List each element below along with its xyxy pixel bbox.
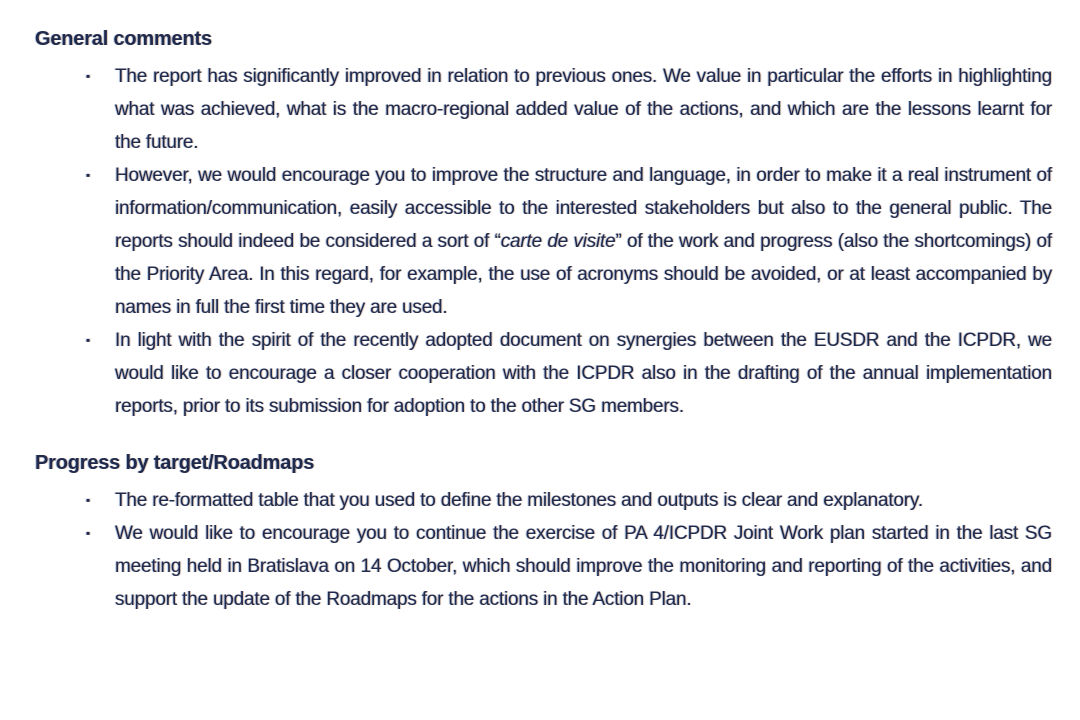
section-general-comments [35,26,1052,423]
bullet-marker-icon: ▪ [86,493,91,507]
bullet-text: ” of the work and progress (also the shortcomings) of the Priority Area. In this regard, for example, the use of acronyms should be avoided, or at least accompanied by names in full the first time they are used. [115,231,1052,318]
bullet-text: The re-formatted table that you used to define the milestones and outputs is clear and explanatory. [115,490,923,511]
bullet-marker-icon: ▪ [86,69,91,83]
bullet-text: In light with the spirit of the recently adopted document on synergies between the EUSDR and the ICPDR, we would like to encourage a closer cooperation with the ICPDR also in the drafting of the annual implementation reports, prior to its submission for adoption to the other SG members. [115,330,1052,417]
bullet-list [35,60,1052,423]
bullet-text: We would like to encourage you to continue the exercise of PA 4/ICPDR Joint Work plan started in the last SG meeting held in Bratislava on 14 October, which should improve the monitoring and reporting of the activities, and support the update of the Roadmaps for the actions in the Action Plan. [115,523,1052,610]
bullet-marker-icon: ▪ [86,168,91,182]
bullet-marker-icon: ▪ [86,333,91,347]
bullet-text-italic: carte de visite [500,231,616,252]
section-heading: Progress by target/Roadmaps [35,452,315,474]
bullet-item [35,159,1052,324]
section-heading: General comments [35,28,212,50]
bullet-list [35,484,1052,616]
bullet-marker-icon: ▪ [86,526,91,540]
bullet-text: The report has significantly improved in relation to previous ones. We value in particular the efforts in highlighting what was achieved, what is the macro-regional added value of the actions, and which are the lessons learnt for the future. [115,66,1052,153]
section-progress-by-target-roadmaps [35,450,1052,616]
bullet-item [35,484,1052,517]
bullet-item [35,517,1052,616]
bullet-item [35,60,1052,159]
bullet-text: However, we would encourage you to improve the structure and language, in order to make it a real instrument of information/communication, easily accessible to the interested stakeholders but also to the general public. The reports should indeed be considered a sort of “ [115,165,1052,252]
bullet-item [35,324,1052,423]
